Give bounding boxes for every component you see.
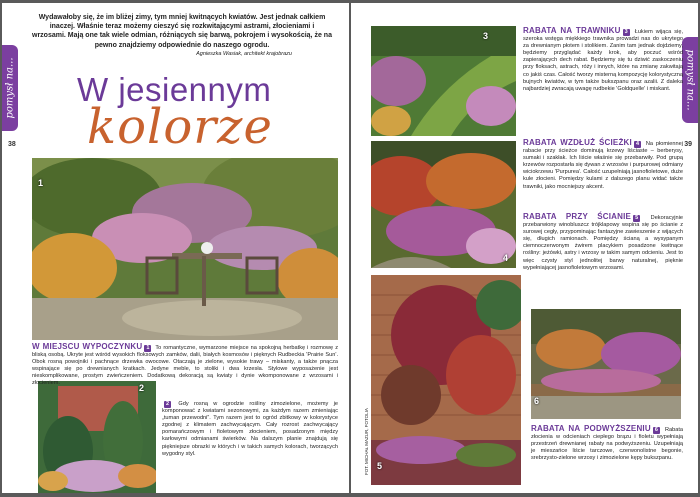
photo-garden-seating (32, 158, 338, 340)
section-badge-1: 1 (146, 345, 150, 351)
photo-number-1: 1 (38, 178, 44, 188)
section-text-seating: To romantyczne, wymarzone miejsce na spokojną herbatkę i rozmowę z bliską osobą. Ukryte jest wśród wysokich floksowych zamków, dalii, białych kosmosów i pięknych Rudbeckia 'Prairie Sun'. Obok rosną powojniki i pachnące drzewka owocowe. Otaczają je zielone, wysokie trawy – miskanty, a także pnącza wspinające się po drewnianych kratkach. Jedyne meble, to stoliki i dwa krzesła. Stylowe wyposażenie jest nieskomplikowane, prostym zwieńczeniem. Dodatkową dekoracją są kwiaty i dynie wkomponowane z wrzosami i złocieniem. (32, 345, 338, 387)
side-tab-label-right: pomysł na... (684, 49, 696, 111)
section-badge-6: 6 (654, 427, 658, 433)
side-tab-right (682, 37, 698, 123)
title-line-1: W jesiennym (77, 71, 272, 108)
page-number-right: 39 (684, 141, 692, 148)
section-badge-3: 3 (624, 29, 628, 35)
section-badge-5: 5 (635, 215, 639, 221)
section-heading-seating: W MIEJSCU WYPOCZYNKU (32, 342, 143, 351)
photo-number-3: 3 (483, 31, 489, 41)
intro-paragraph (32, 13, 332, 59)
left-page (2, 3, 349, 493)
photo-path-border (371, 141, 516, 268)
intro-text: Wydawałoby się, że im bliżej zimy, tym mniej kwitnących kwiatów. Jest jednak całkiem inaczej. Właśnie teraz możemy cieszyć się rozkwitającymi astrami, złocieniami i wrzosami. Mają one tak wiele odmian, różniących się barwą, pokrojem i wysokością, że na pewno znajdziemy odpowiednie do naszego ogrodu. (32, 14, 332, 49)
section-heading-lawn: RABATA NA TRAWNIKU (523, 26, 621, 35)
photo-number-5: 5 (377, 461, 383, 471)
section-seating-area (32, 343, 338, 388)
section-text-path: Na płomiennej rabacie przy ścieżce dominują krzewy liściaste – berberysy, sumaki i szakłak. Ich liście właśnie się przebarwiły. Pod grupą krzewów rozpostarła się dywan z wrzosów i purpurowej odmiany wiciokrzewu 'Purpurea'. Całość uzupełniają jasnofioletowe, duże kule złocieni. Pomiędzy kulami z dalszego planu widać także trawniki, jako mocniejszy akcent. (523, 141, 683, 190)
photo-credit: FOT. MICHAŁ MAZUR, FOTOLIA (364, 408, 369, 475)
section-heading-wall: RABATA PRZY ŚCIANIE (523, 212, 632, 221)
photo-evergreen-bed (38, 381, 156, 493)
section-heading-path: RABATA WZDŁUŻ ŚCIEŻKI (523, 138, 632, 147)
section-wall (523, 213, 683, 272)
side-tab-left (2, 45, 18, 131)
section-badge-4: 4 (635, 141, 639, 147)
photo-number-2: 2 (139, 383, 145, 393)
section-raised-bed (531, 425, 683, 462)
right-page (351, 3, 698, 493)
section-text-wall: Dekoracyjnie przebarwiony winobluszcz trójklapowy wspina się po ścianie z surowej cegły, przypominając fantazyjne zawieszenie z wijących się, długich ramionach. Pomiędzy ścianą a wysypanym ciemnoczerwonym żwirem placykiem posadzone kwitnące rośliny: jeżówki, astry i wrzosy w takim samym odcieniu. Jest to więc czysty styl jednolitej barwy naturalnej, pięknie wypełniającej jasnofioletowym wrzosami. (523, 215, 683, 271)
section-badge-2: 2 (166, 401, 170, 407)
page-number-left: 38 (8, 141, 16, 148)
section-evergreen (162, 401, 338, 458)
photo-lawn-border (371, 26, 516, 136)
section-text-evergreen: Gdy rosną w ogrodzie rośliny zimozielone, możemy je komponować z kwiatami sezonowymi, za każdym razem zmieniając „tuman przewodni”. Tym razem jest to ogród zbitkowy w kolorystyce zgodnej z klimatem zachwycającym. Cały rozrost zachwycający pomarańczowym i fioletowym złocieniem, posadzonym między karłowymi odmianami świerków. Na dalszym planie znajdują się piękniejsze obrazki w których i w takich samych kolorach, tworzących wygodny styl. (162, 401, 338, 457)
section-text-lawn: Łukiem wijąca się, szeroka wstęga miękkiego trawnika prowadzi nas do ukrytego za drewnianym płotem i stolikiem. Zanim tam jednak dojdziemy, będziemy przyglądać każdy krok, aby poczuć wśród zapierających dech rabat. Będziemy się tu dziwić zaskoczeniu przy floksach, astrach, róży i innych, które na zmianę zakwitają co jakiś czas. Całość tworzy misterną kompozycję kolorystyczną bujnych kwiatów, w tym także bukszpanu oraz azalii. Z daleka najbardziej zwracają uwagę rudbekie 'Goldquelle' i miskant. (523, 29, 684, 92)
photo-wall-border (371, 275, 521, 485)
photo-number-6: 6 (534, 396, 540, 406)
photo-raised-bed (531, 309, 681, 419)
photo-number-4: 4 (503, 253, 509, 263)
section-path (523, 139, 683, 191)
section-text-raised-bed: Rabata złocienia w odcieniach ciepłego brązu i fioletu wypełniają przestrzeń drewnianej rabaty na podwyższeniu. Uzupełniają je mieszańce liście tarczowe, czerwonolistne begonie, srebrzysto-zielone wrzosy i zimozielone kępy bukszpanu. (531, 427, 683, 462)
author-credit: Agnieszka Wasiak, architekt krajobrazu (196, 50, 292, 57)
section-lawn (523, 27, 683, 93)
side-tab-label: pomysł na... (4, 57, 16, 119)
section-heading-raised-bed: RABATA NA PODWYŻSZENIU (531, 424, 651, 433)
title-line-2: kolorze (87, 99, 273, 155)
